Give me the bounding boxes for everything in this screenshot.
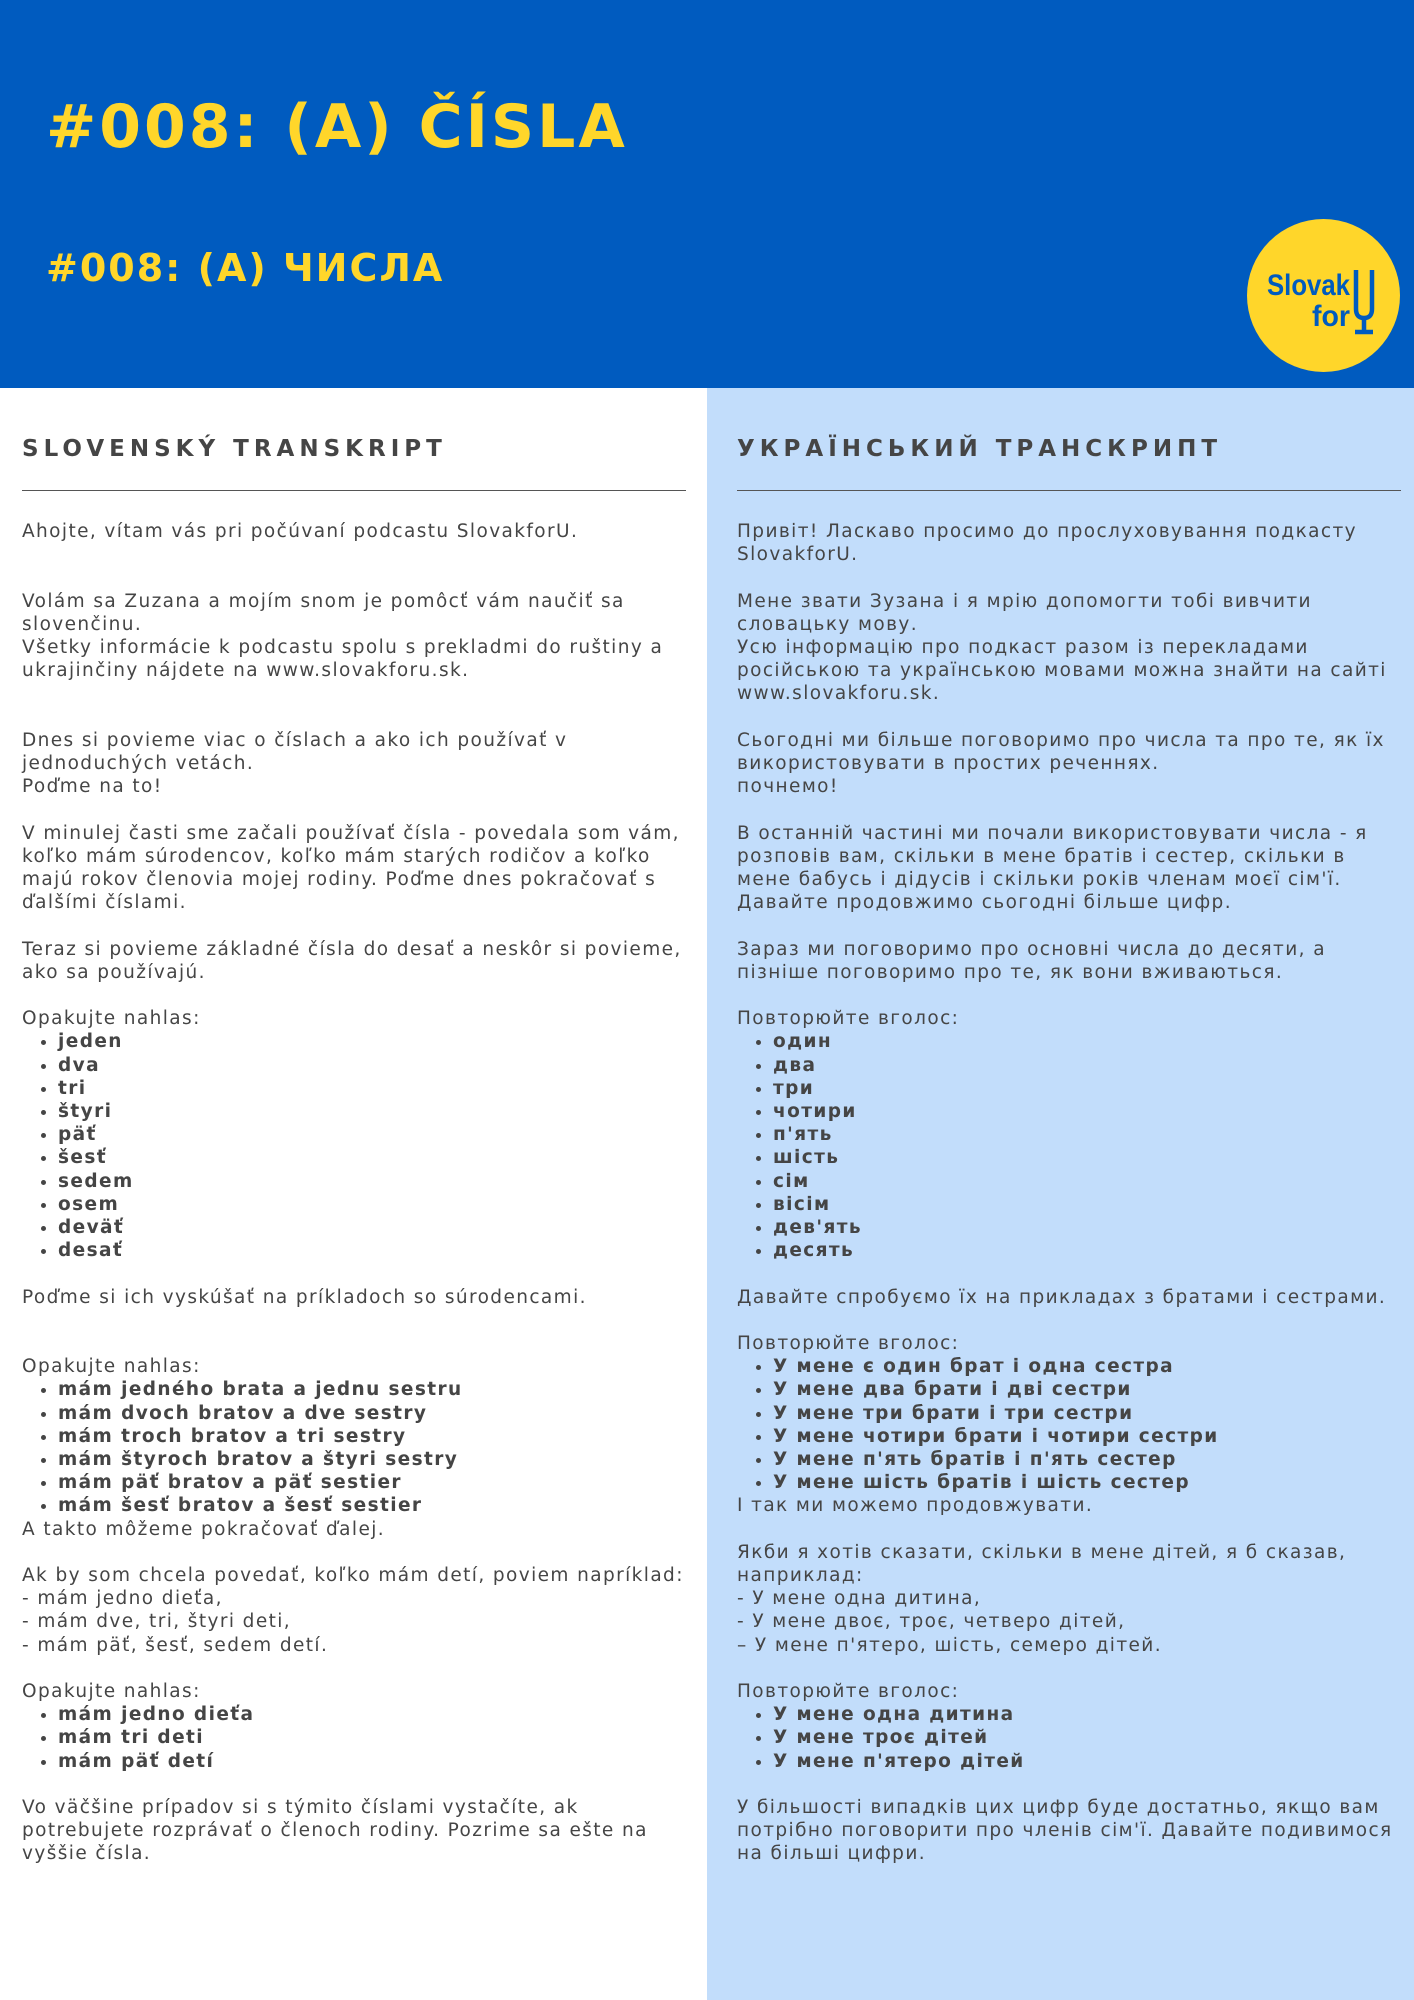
paragraph: Мене звати Зузана і я мрію допомогти тобі вивчити словацьку мову. [737,590,1312,635]
paragraph: Ak by som chcela povedať, koľko mám detí, poviem napríklad: [22,1565,684,1587]
children-list [22,1703,686,1773]
paragraph: Усю інформацію про подкаст разом із перекладами російською та українською мовами можна знайти на сайті www.slovakforu.sk. [737,637,1387,705]
paragraph: Привіт! Ласкаво просимо до прослуховування подкасту SlovakforU. [737,521,1357,566]
list-item: • štyri [58,1100,686,1123]
list-item: • У мене п'ять братів і п'ять сестер [773,1448,1401,1471]
paragraph: І так ми можемо продовжувати. [737,1495,1094,1517]
paragraph: Сьогодні ми більше поговоримо про числа та про те, як їх використовувати в простих реченнях. [737,729,1385,774]
paragraph: - mám jedno dieťa, [22,1588,223,1610]
list-item: • mám dvoch bratov a dve sestry [58,1402,686,1425]
page-subtitle: #008: (А) ЧИСЛА [46,246,445,290]
repeat-label: Повторюйте вголос: [737,1333,960,1354]
list-item: • desať [58,1239,686,1262]
paragraph: Poďme na to! [22,776,163,798]
list-item: • mám jedno dieťa [58,1703,686,1726]
logo-text-top: Slovak [1267,269,1351,302]
ukrainian-transcript-body [737,520,1401,1866]
list-item: • У мене п'ятеро дітей [773,1750,1401,1773]
repeat-label: Повторюйте вголос: [737,1008,960,1030]
numbers-list [737,1030,1401,1262]
list-item: • чотири [773,1100,1401,1123]
slovak-transcript-heading: SLOVENSKÝ TRANSKRIPT [22,436,447,462]
paragraph: Vo väčšine prípadov si s týmito číslami vystačíte, ak potrebujete rozprávať o členoch rodiny. Pozrime sa ešte na vyššie čísla. [22,1797,648,1865]
list-item: • десять [773,1239,1401,1262]
list-item: • два [773,1054,1401,1077]
list-item: • mám štyroch bratov a štyri sestry [58,1448,686,1471]
list-item: • У мене три брати і три сестри [773,1402,1401,1425]
list-item: • mám päť detí [58,1750,686,1773]
list-item: • п'ять [773,1123,1401,1146]
paragraph: Poďme si ich vyskúšať na príkladoch so súrodencami. [22,1286,587,1308]
ukrainian-transcript-column [737,388,1401,1866]
repeat-label: Opakujte nahlas: [22,1681,201,1703]
list-item: • mám jedného brata a jednu sestru [58,1378,686,1401]
list-item: • У мене троє дітей [773,1726,1401,1749]
list-item: • три [773,1077,1401,1100]
repeat-label: Opakujte nahlas: [22,1356,201,1378]
paragraph: Давайте спробуємо їх на прикладах з братами і сестрами. [737,1286,1387,1308]
paragraph: - mám dve, tri, štyri deti, [22,1611,292,1633]
list-item: • mám troch bratov a tri sestry [58,1425,686,1448]
header-banner [0,0,1414,388]
paragraph: A takto môžeme pokračovať ďalej. [22,1518,386,1540]
paragraph: У більшості випадків цих цифр буде достатньо, якщо вам потрібно поговорити про членів сім'ї. Давайте подивимося на більші цифри. [737,1797,1393,1865]
ukrainian-transcript-heading: УКРАЇНСЬКИЙ ТРАНСКРИПТ [737,436,1223,462]
paragraph: Volám sa Zuzana a mojím snom je pomôcť vám naučiť sa slovenčinu. [22,590,625,635]
list-item: • dva [58,1054,686,1077]
logo-u-mark [1356,270,1372,318]
paragraph: – У мене п'ятеро, шість, семеро дітей. [737,1634,1162,1656]
page-title: #008: (A) ČÍSLA [46,92,628,162]
list-item: • šesť [58,1146,686,1169]
heading-divider [737,490,1401,491]
list-item: • вісім [773,1193,1401,1216]
children-list [737,1703,1401,1773]
list-item: • mám šesť bratov a šesť sestier [58,1494,686,1517]
list-item: • osem [58,1193,686,1216]
paragraph: Všetky informácie k podcastu spolu s prekladmi do ruštiny a ukrajinčiny nájdete na www.slovakforu.sk. [22,637,664,682]
list-item: • mám päť bratov a päť sestier [58,1471,686,1494]
list-item: • päť [58,1123,686,1146]
paragraph: Якби я хотів сказати, скільки в мене дітей, я б сказав, наприклад: [737,1541,1347,1587]
list-item: • У мене одна дитина [773,1703,1401,1726]
paragraph: почнемо! [737,776,839,798]
numbers-list [22,1030,686,1262]
logo-text-bottom: for [1312,300,1351,333]
paragraph: Ahojte, vítam vás pri počúvaní podcastu SlovakforU. [22,521,579,542]
slovak-transcript-body [22,520,686,1866]
list-item: • jeden [58,1030,686,1053]
slovakforu-logo [1247,219,1400,372]
paragraph: - mám päť, šesť, sedem detí. [22,1634,329,1656]
paragraph: В останній частині ми почали використовувати числа - я розповів вам, скільки в мене братів і сестер, скільки в мене бабусь і дідусів і скільки років членам моєї сім'ї. Давайте продовжимо сьогодні більше цифр. [737,822,1368,914]
paragraph: - У мене одна дитина, [737,1588,982,1610]
list-item: • У мене два брати і дві сестри [773,1378,1401,1401]
paragraph: Teraz si povieme základné čísla do desať a neskôr si povieme, ako sa používajú. [22,938,682,983]
list-item: • дев'ять [773,1216,1401,1239]
paragraph: Dnes si povieme viac o číslach a ako ich používať v jednoduchých vetách. [22,729,568,774]
list-item: • sedem [58,1170,686,1193]
list-item: • tri [58,1077,686,1100]
list-item: • mám tri deti [58,1726,686,1749]
list-item: • шість [773,1146,1401,1169]
repeat-label: Повторюйте вголос: [737,1681,960,1703]
paragraph: - У мене двоє, троє, четверо дітей, [737,1611,1126,1633]
list-item: • У мене шість братів і шість сестер [773,1471,1401,1494]
list-item: • сім [773,1170,1401,1193]
siblings-list [737,1355,1401,1494]
list-item: • У мене є один брат і одна сестра [773,1355,1401,1378]
siblings-list [22,1378,686,1517]
list-item: • У мене чотири брати і чотири сестри [773,1425,1401,1448]
paragraph: Зараз ми поговоримо про основні числа до десяти, а пізніше поговоримо про те, як вони вживаються. [737,938,1326,983]
slovak-transcript-column [22,388,686,1866]
list-item: • один [773,1030,1401,1053]
list-item: • deväť [58,1216,686,1239]
heading-divider [22,490,686,491]
repeat-label: Opakujte nahlas: [22,1008,201,1030]
paragraph: V minulej časti sme začali používať čísla - povedala som vám, koľko mám súrodencov, koľko mám starých rodičov a koľko majú rokov členovia mojej rodiny. Poďme dnes pokračovať s ďalšími číslami. [22,822,680,914]
